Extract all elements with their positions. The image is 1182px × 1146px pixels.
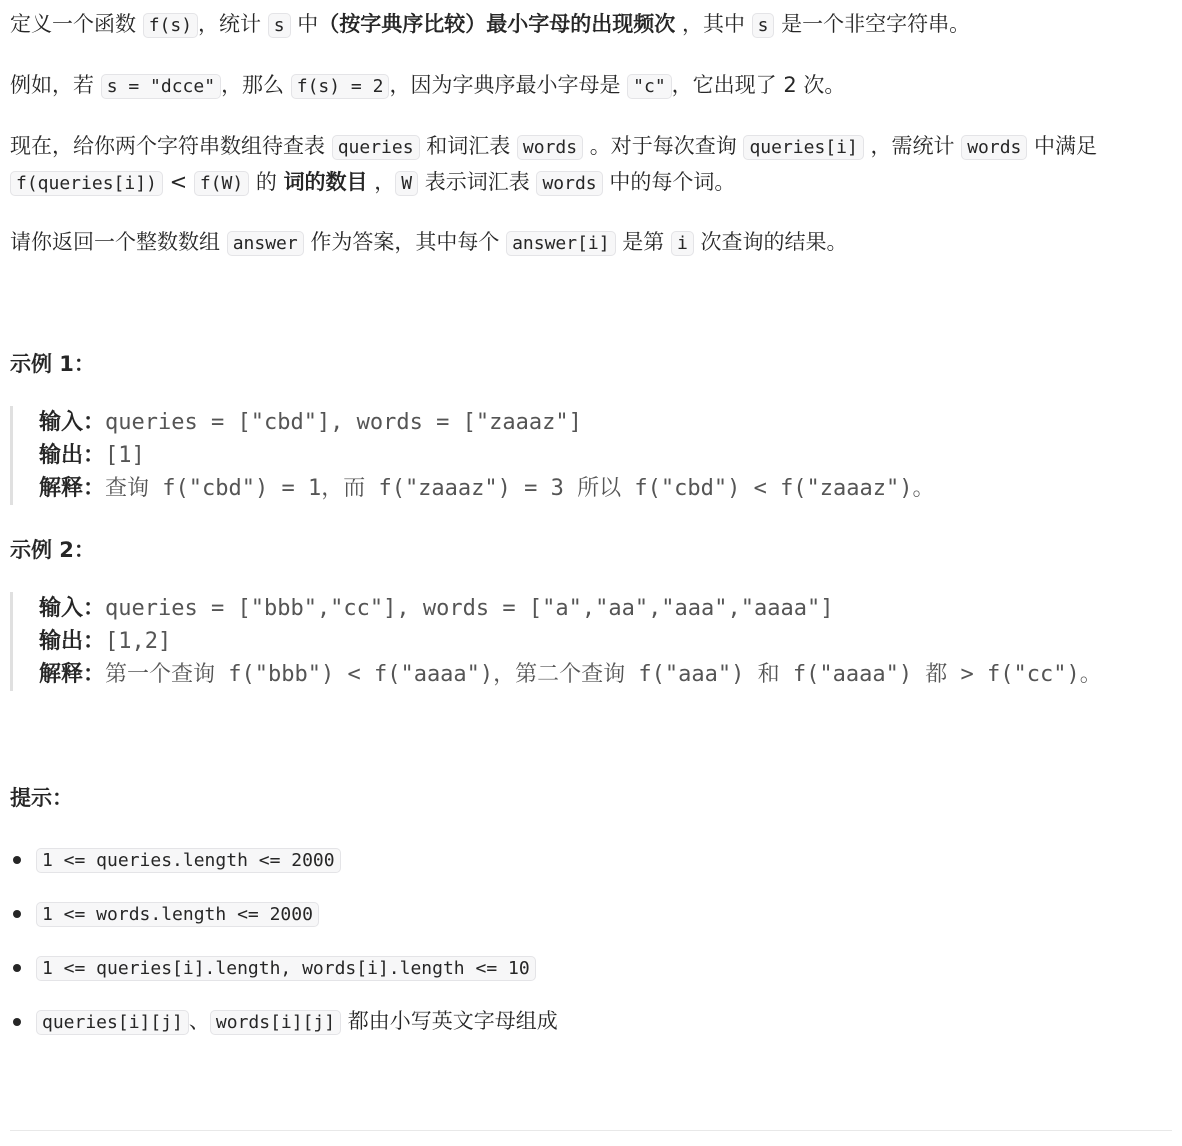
example-1-block — [10, 406, 1182, 505]
inline-code: s — [268, 13, 291, 38]
intro-paragraph-4 — [10, 225, 1168, 261]
inline-code: words — [961, 135, 1027, 160]
inline-code: s — [752, 13, 775, 38]
text-segment: ，那么 — [221, 73, 291, 97]
intro-paragraph-2 — [10, 68, 1168, 104]
hint-item — [10, 898, 558, 952]
text-segment: 都由小写英文字母组成 — [341, 1009, 558, 1033]
inline-code: 1 <= queries.length <= 2000 — [36, 848, 341, 873]
text-segment: 和词汇表 — [419, 134, 517, 158]
inline-code: words — [536, 171, 602, 196]
inline-code: "c" — [627, 74, 672, 99]
text-segment: ，需统计 — [863, 134, 962, 158]
text-segment: 中 — [290, 12, 319, 36]
intro-paragraph-3 — [10, 129, 1168, 201]
inline-code: queries[i][j] — [36, 1010, 189, 1035]
hint-item — [10, 952, 558, 1006]
text-segment: 例如，若 — [10, 73, 101, 97]
example-2-output: 输出：[1,2] — [39, 629, 172, 654]
text-segment: 中的每个词。 — [602, 170, 736, 194]
text-segment: ，其中 — [675, 12, 752, 36]
inline-code: f(W) — [194, 171, 249, 196]
text-segment: 定义一个函数 — [10, 12, 143, 36]
example-1-explanation: 解释：查询 f("cbd") = 1，而 f("zaaaz") = 3 所以 f("cbd") < f("zaaaz")。 — [39, 476, 935, 501]
text-segment: 是一个非空字符串。 — [774, 12, 971, 36]
inline-code: answer — [227, 231, 304, 256]
hint-item — [10, 844, 558, 898]
text-segment: 现在，给你两个字符串数组待查表 — [10, 134, 332, 158]
inline-code: answer[i] — [506, 231, 616, 256]
text-segment: ，统计 — [198, 12, 268, 36]
text-segment: 是第 — [615, 230, 671, 254]
example-2-explanation: 解释：第一个查询 f("bbb") < f("aaaa")，第二个查询 f("aaa") 和 f("aaaa") 都 > f("cc")。 — [39, 662, 1102, 687]
bold-text: 词的数目 — [283, 170, 368, 194]
text-segment: 次查询的结果。 — [693, 230, 848, 254]
text-segment: ， — [367, 170, 396, 194]
hint-item — [10, 1006, 558, 1060]
hints-list — [10, 844, 558, 1060]
text-segment: ，它出现了 2 次。 — [671, 73, 846, 97]
inline-code: f(s) — [143, 13, 198, 38]
text-segment: 、 — [188, 1009, 210, 1033]
example-1-heading: 示例 1： — [10, 352, 95, 376]
inline-code: words — [517, 135, 583, 160]
inline-code: i — [671, 231, 694, 256]
bottom-divider — [10, 1130, 1172, 1131]
inline-code: 1 <= queries[i].length, words[i].length <= 10 — [36, 956, 536, 981]
text-segment: ，因为字典序最小字母是 — [389, 73, 628, 97]
inline-code: queries[i] — [743, 135, 863, 160]
text-segment: 。对于每次查询 — [583, 134, 744, 158]
inline-code: queries — [332, 135, 420, 160]
inline-code: f(s) = 2 — [291, 74, 390, 99]
example-1-output: 输出：[1] — [39, 443, 145, 468]
inline-code: f(queries[i]) — [10, 171, 163, 196]
example-2-input: 输入：queries = ["bbb","cc"], words = ["a","aa","aaa","aaaa"] — [39, 596, 834, 621]
bold-text: （按字典序比较）最小字母的出现频次 — [318, 12, 676, 36]
inline-code: W — [395, 171, 418, 196]
text-segment: 中满足 — [1027, 134, 1098, 158]
text-segment: 请你返回一个整数数组 — [10, 230, 227, 254]
intro-paragraph-1 — [10, 7, 1168, 43]
example-2-block — [10, 592, 1182, 691]
example-1-input: 输入：queries = ["cbd"], words = ["zaaaz"] — [39, 410, 582, 435]
inline-code: words[i][j] — [210, 1010, 341, 1035]
example-2-heading: 示例 2： — [10, 538, 95, 562]
text-segment: 的 — [249, 170, 284, 194]
text-segment: 作为答案，其中每个 — [303, 230, 507, 254]
text-segment: 表示词汇表 — [418, 170, 537, 194]
inline-code: 1 <= words.length <= 2000 — [36, 902, 319, 927]
hints-heading: 提示： — [10, 786, 73, 810]
inline-code: s = "dcce" — [101, 74, 221, 99]
text-segment: < — [162, 170, 194, 194]
